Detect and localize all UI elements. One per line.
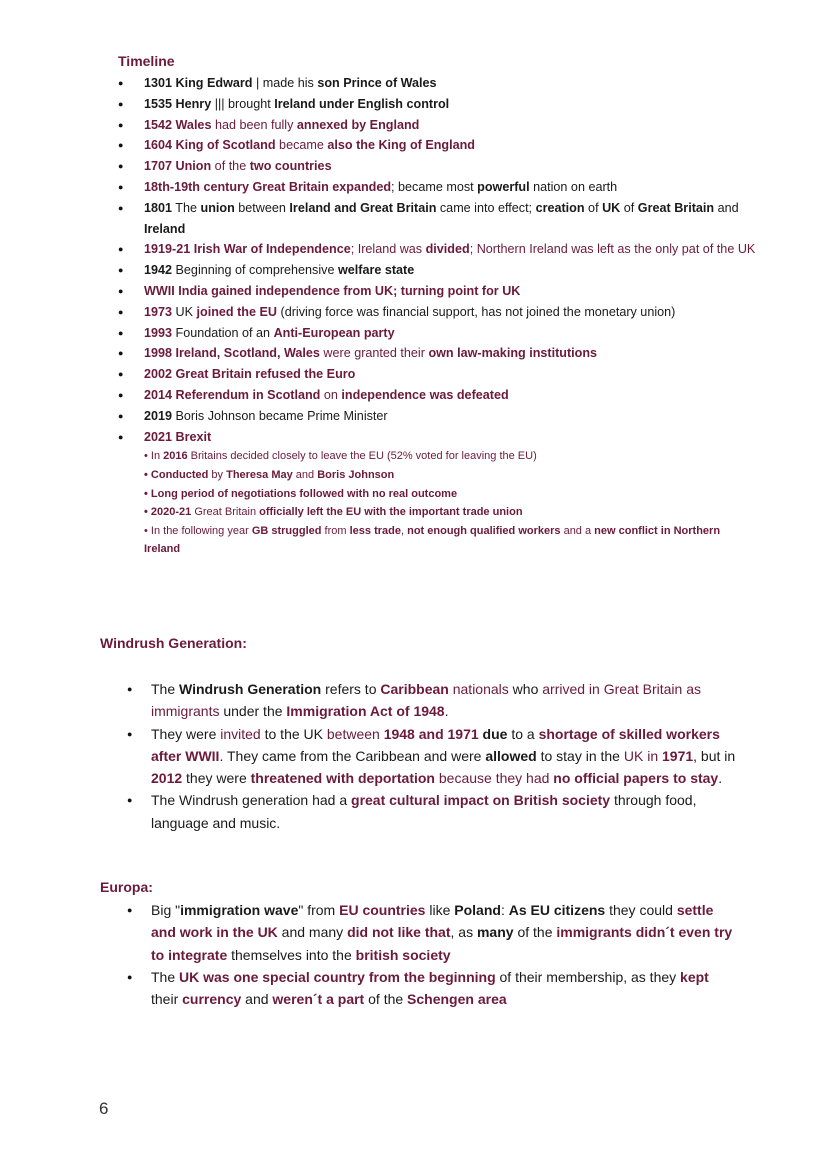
text-run: and — [241, 991, 273, 1008]
text-run: Immigration Act of 1948 — [286, 703, 445, 720]
timeline-item — [118, 115, 758, 136]
text-run: Great Britain — [637, 200, 715, 215]
brexit-subpoints — [144, 447, 758, 559]
text-run: also the King of England — [327, 138, 476, 153]
windrush-item — [127, 723, 737, 790]
text-run: Ireland — [144, 221, 186, 236]
text-run: The — [151, 681, 180, 697]
text-run: due — [478, 725, 508, 742]
text-run: 1707 Union — [144, 159, 212, 174]
text-run: Foundation of an — [172, 325, 274, 340]
text-run: refers to — [321, 681, 381, 697]
text-run: Beginning of comprehensive — [172, 263, 338, 278]
text-run: As EU citizens — [508, 902, 606, 918]
text-run: independence was defeated — [341, 387, 509, 402]
brexit-subpoint — [144, 503, 758, 522]
timeline-item — [118, 177, 758, 198]
timeline-item — [118, 385, 758, 406]
text-run: 1971 — [662, 747, 694, 764]
text-run: 2002 Great Britain refused the Euro — [144, 367, 356, 382]
text-run: immigration wave — [180, 902, 299, 918]
timeline-item — [118, 323, 758, 344]
text-run: and — [714, 200, 739, 215]
text-run: 2014 Referendum in Scotland — [144, 387, 321, 402]
text-run: became — [275, 138, 328, 153]
text-run: WWII India gained independence from UK; turning point for UK — [144, 283, 521, 298]
timeline-item — [118, 73, 758, 94]
text-run: UK in — [623, 747, 662, 764]
text-run: to stay in the — [536, 747, 624, 764]
text-run: own law-making institutions — [428, 346, 598, 361]
text-run: new conflict in Northern Ireland — [144, 524, 721, 556]
text-run: " from — [298, 902, 340, 918]
text-run: because they had — [434, 770, 554, 787]
timeline-heading: Timeline — [118, 53, 175, 69]
text-run: UK was one special country from the beginning — [179, 968, 496, 985]
brexit-subpoint — [144, 447, 758, 466]
text-run: 1942 — [144, 263, 173, 278]
windrush-item — [127, 789, 737, 834]
text-run: nation on earth — [529, 179, 618, 194]
text-run: Britains decided closely to leave the EU (52% voted for leaving the EU) — [187, 450, 537, 463]
text-run: • In — [144, 450, 164, 463]
text-run: 1542 Wales — [144, 117, 212, 132]
text-run: welfare state — [337, 263, 415, 278]
brexit-subpoint — [144, 522, 758, 559]
text-run: invited — [220, 725, 261, 742]
text-run: of — [584, 200, 603, 215]
text-run: settle and work in the UK — [151, 902, 714, 941]
text-run: • In the following year — [144, 524, 252, 537]
text-run: Theresa May — [226, 468, 293, 481]
text-run: 1604 King of Scotland — [144, 138, 276, 153]
text-run: under the — [219, 703, 287, 720]
text-run: kept — [680, 968, 709, 985]
text-run: creation — [535, 200, 585, 215]
text-run: 1535 Henry — [144, 96, 215, 111]
text-run: to the UK — [260, 725, 327, 742]
text-run: 1993 — [144, 325, 173, 340]
text-run: they were — [182, 770, 251, 787]
timeline-item — [118, 343, 758, 364]
text-run: no official papers to stay — [553, 770, 719, 787]
timeline-item — [118, 156, 758, 177]
text-run: between — [326, 725, 384, 742]
text-run: joined the EU — [196, 304, 277, 319]
text-run: and — [292, 468, 318, 481]
timeline-item — [118, 302, 758, 323]
text-run: of — [620, 200, 638, 215]
timeline-list — [118, 73, 758, 559]
text-run: british society — [355, 946, 451, 963]
text-run: their — [151, 991, 183, 1008]
text-run: weren´t a part — [272, 991, 365, 1008]
text-run: The Windrush generation had a — [151, 792, 352, 809]
text-run: by — [208, 468, 227, 481]
text-run: 1948 and 1971 — [383, 725, 479, 742]
text-run: , — [400, 524, 408, 537]
text-run: Ireland and Great Britain — [289, 200, 437, 215]
timeline-item — [118, 281, 758, 302]
windrush-list — [127, 678, 737, 834]
text-run: • Long period of negotiations followed with no real outcome — [144, 487, 458, 500]
text-run: Poland — [454, 902, 501, 918]
text-run: Great Britain — [191, 506, 260, 519]
text-run: : — [500, 902, 509, 918]
text-run: came into effect; — [436, 200, 536, 215]
text-run: officially left the EU with the important trade union — [259, 506, 523, 519]
text-run: UK — [172, 304, 197, 319]
text-run: Ireland under English control — [274, 96, 450, 111]
europa-list — [127, 899, 737, 1010]
text-run: annexed by England — [296, 117, 420, 132]
text-run: from — [321, 524, 350, 537]
text-run: 2012 — [151, 770, 183, 787]
brexit-subpoint — [144, 485, 758, 504]
text-run: . They came from the Caribbean and were — [219, 747, 486, 764]
text-run: through food, language and music. — [151, 792, 697, 831]
text-run: Windrush Generation — [179, 681, 322, 697]
page-number: 6 — [99, 1099, 109, 1118]
text-run: ||| brought — [214, 96, 275, 111]
brexit-subpoint — [144, 466, 758, 485]
text-run: They were — [151, 725, 221, 742]
text-run: , but in — [693, 747, 736, 764]
europa-item — [127, 966, 737, 1011]
text-run: between — [234, 200, 290, 215]
text-run: not enough qualified workers — [407, 524, 561, 537]
text-run: of their membership, as they — [495, 968, 681, 985]
text-run: , as — [450, 924, 477, 941]
timeline-item — [118, 94, 758, 115]
text-run: . — [444, 703, 449, 720]
text-run: many — [476, 924, 514, 941]
text-run: ; Ireland was — [350, 242, 426, 257]
text-run: threatened with deportation — [250, 770, 435, 787]
text-run: | made his — [255, 76, 318, 90]
text-run: divided — [425, 242, 470, 257]
text-run: allowed — [485, 747, 537, 764]
text-run: themselves into the — [227, 946, 356, 963]
text-run: The — [172, 200, 201, 215]
timeline-item — [118, 364, 758, 385]
text-run: ; became most — [391, 179, 478, 194]
text-run: of the — [364, 991, 408, 1008]
text-run: and a — [560, 524, 595, 537]
text-run: and many — [277, 924, 348, 941]
text-run: 1919-21 Irish War of Independence — [144, 242, 351, 257]
text-run: • 2020-21 — [144, 506, 192, 519]
text-run: were granted their — [319, 346, 429, 361]
text-run: Caribbean — [380, 681, 449, 697]
timeline-item — [118, 427, 758, 559]
text-run: Boris Johnson became Prime Minister — [172, 408, 388, 423]
text-run: UK — [602, 200, 621, 215]
text-run: • Conducted — [144, 468, 209, 481]
text-run: 2019 — [144, 408, 173, 423]
text-run: immigrants didn´t even try to integrate — [151, 924, 733, 963]
text-run: EU countries — [339, 902, 426, 918]
text-run: (driving force was financial support, has not joined the monetary union) — [277, 304, 676, 319]
text-run: . — [718, 770, 723, 787]
text-run: arrived in Great Britain as immigrants — [151, 681, 701, 720]
text-run: like — [425, 902, 455, 918]
timeline-item — [118, 406, 758, 427]
text-run: Boris Johnson — [317, 468, 395, 481]
text-run: had been fully — [211, 117, 297, 132]
text-run: currency — [182, 991, 242, 1008]
text-run: nationals — [448, 681, 509, 697]
text-run: of the — [513, 924, 557, 941]
text-run: on — [320, 387, 342, 402]
text-run: less trade — [349, 524, 401, 537]
text-run: Schengen area — [407, 991, 507, 1008]
timeline-item — [118, 260, 758, 281]
text-run: shortage of skilled workers after WWII — [151, 725, 720, 764]
windrush-item — [127, 678, 737, 723]
timeline-item — [118, 239, 758, 260]
text-run: ; Northern Ireland was left as the only pat of the UK — [469, 242, 756, 257]
text-run: GB struggled — [251, 524, 322, 537]
text-run: 2016 — [163, 450, 188, 463]
text-run: of the — [211, 159, 250, 174]
timeline-item — [118, 198, 758, 240]
text-run: 1801 — [144, 200, 173, 215]
timeline-item — [118, 135, 758, 156]
text-run: they could — [605, 902, 677, 918]
text-run: did not like that — [347, 924, 451, 941]
europa-heading: Europa: — [100, 879, 153, 895]
text-run: 1998 Ireland, Scotland, Wales — [144, 346, 320, 361]
text-run: 1973 — [144, 304, 173, 319]
europa-item — [127, 899, 737, 966]
text-run: 2021 Brexit — [144, 429, 212, 444]
text-run: Anti-European party — [273, 325, 395, 340]
windrush-heading: Windrush Generation: — [100, 635, 247, 651]
text-run: union — [200, 200, 235, 215]
text-run: to a — [507, 725, 539, 742]
text-run: great cultural impact on British society — [351, 792, 611, 809]
text-run: who — [508, 681, 543, 697]
text-run: Big " — [151, 902, 181, 918]
text-run: 18th-19th century Great Britain expanded — [144, 179, 392, 194]
text-run: 1301 King Edward — [144, 76, 256, 90]
text-run: son Prince of Wales — [317, 76, 437, 90]
text-run: powerful — [477, 179, 530, 194]
text-run: The — [151, 968, 180, 985]
text-run: two countries — [249, 159, 332, 174]
